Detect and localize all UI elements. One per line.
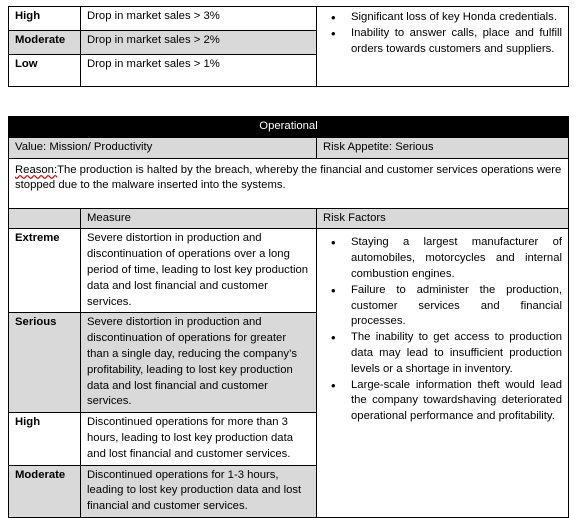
- list-item: • Inability to answer calls, place and fulfill orders towards customers and suppliers.: [351, 26, 562, 58]
- list-item: • Significant loss of key Honda credentials.: [351, 10, 562, 26]
- measure-cell: Severe distortion in production and discontinuation of operations for greater than a single day, reducing the company’s profitability, leading to lost key production data and lost financial and customer services.: [81, 313, 317, 413]
- level-cell: High: [9, 413, 81, 465]
- measure-header: Measure: [81, 208, 317, 229]
- table-title: Operational: [9, 117, 569, 138]
- top-risk-table: [8, 6, 569, 87]
- risk-factors-cell: [317, 7, 569, 87]
- list-item: • Staying a largest manufacturer of automobiles, motorcycles and internal combustion engines.: [351, 235, 562, 282]
- level-cell: Moderate: [9, 465, 81, 517]
- risk-factors-header: Risk Factors: [317, 208, 569, 229]
- list-item: • Failure to administer the production, customer services and financial processes.: [351, 283, 562, 330]
- table-row: [9, 7, 569, 31]
- measure-cell: Discontinued operations for 1-3 hours, leading to lost key production data and lost financial and customer services.: [81, 465, 317, 517]
- table-header-row: [9, 208, 569, 229]
- risk-factors-list: [323, 10, 562, 57]
- list-item: • Large-scale information theft would lead the company towardshaving deteriorated operational performance and profitability.: [351, 378, 562, 425]
- reason-cell: [9, 158, 569, 208]
- table-row: [9, 229, 569, 313]
- table-title-row: [9, 117, 569, 138]
- risk-factors-list: [323, 235, 562, 425]
- operational-risk-table: [8, 116, 569, 518]
- measure-cell: Severe distortion in production and discontinuation of operations over a long period of time, leading to lost key production data and lost financial and customer services.: [81, 229, 317, 313]
- level-cell: Serious: [9, 313, 81, 413]
- level-cell: Moderate: [9, 31, 81, 55]
- risk-appetite-cell: Risk Appetite: Serious: [317, 137, 569, 158]
- level-cell: Low: [9, 55, 81, 87]
- table-row: [9, 137, 569, 158]
- reason-text: The production is halted by the breach, whereby the financial and customer services operations were stopped due to the malware inserted into the systems.: [15, 163, 562, 192]
- level-cell: High: [9, 7, 81, 31]
- measure-cell: Drop in market sales > 1%: [81, 55, 317, 87]
- list-item: • The inability to get access to production data may lead to insufficient production levels or a shortage in inventory.: [351, 330, 562, 377]
- value-cell: Value: Mission/ Productivity: [9, 137, 317, 158]
- table-row: [9, 158, 569, 208]
- measure-cell: Discontinued operations for more than 3 hours, leading to lost key production data and lost financial and customer services.: [81, 413, 317, 465]
- measure-cell: Drop in market sales > 3%: [81, 7, 317, 31]
- reason-label: Reason:: [15, 163, 58, 176]
- measure-cell: Drop in market sales > 2%: [81, 31, 317, 55]
- header-blank: [9, 208, 81, 229]
- risk-factors-cell: [317, 229, 569, 518]
- level-cell: Extreme: [9, 229, 81, 313]
